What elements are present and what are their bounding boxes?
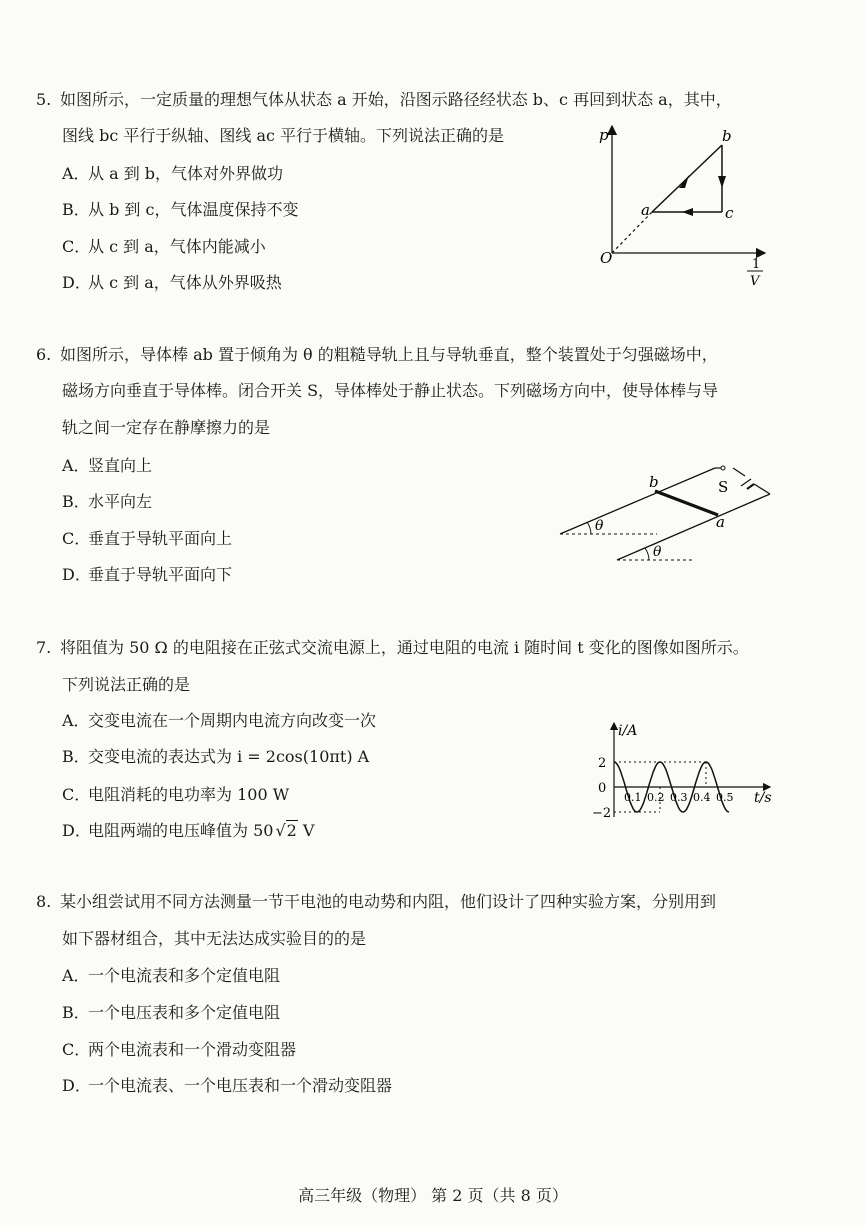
question-6-option-a: A．竖直向上 (62, 456, 153, 475)
question-text: 如图所示，一定质量的理想气体从状态 a 开始，沿图示路径经状态 b、c 再回到状态 a，其中， (60, 90, 732, 109)
question-5-line-1 (36, 90, 732, 110)
question-7-option-a: A．交变电流在一个周期内电流方向改变一次 (62, 711, 377, 730)
question-8-line-1 (36, 892, 716, 912)
y-tick-2: 2 (598, 756, 607, 771)
page-footer: 高三年级（物理） 第 2 页（共 8 页） (298, 1186, 568, 1205)
current-time-graph (588, 715, 788, 830)
question-5-option-c: C．从 c 到 a，气体内能减小 (62, 237, 266, 256)
angle-arc-1 (587, 522, 591, 534)
battery-plate-long (741, 479, 751, 486)
i-axis-label: i/A (618, 723, 638, 739)
question-6-option-d: D．垂直于导轨平面向下 (62, 565, 233, 584)
question-5-option-b: B．从 b 到 c，气体温度保持不变 (62, 200, 299, 219)
t-axis-label: t/s (754, 790, 772, 806)
question-number: 5. (36, 90, 52, 109)
x-tick-0.2: 0.2 (647, 791, 665, 804)
point-a-label: a (716, 513, 725, 531)
question-text: 某小组尝试用不同方法测量一节干电池的电动势和内阻，他们设计了四种实验方案，分别用到 (60, 892, 717, 911)
question-8-option-b: B．一个电压表和多个定值电阻 (62, 1003, 281, 1022)
point-b-label: b (722, 127, 732, 145)
battery-plate-short (747, 484, 754, 489)
arrow-ab (679, 175, 689, 188)
question-text: 如图所示，导体棒 ab 置于倾角为 θ 的粗糙导轨上且与导轨垂直，整个装置处于匀强磁场中， (60, 345, 718, 364)
sqrt-radicand: 2 (286, 821, 297, 840)
switch-lever (733, 468, 745, 476)
question-6-option-c: C．垂直于导轨平面向上 (62, 529, 233, 548)
arrow-ca (682, 208, 693, 216)
conductor-rod-ab (655, 491, 718, 515)
question-7-option-b: B．交变电流的表达式为 i = 2cos(10πt) A (62, 747, 370, 766)
question-5-line-2: 图线 bc 平行于纵轴、图线 ac 平行于横轴。下列说法正确的是 (62, 126, 505, 145)
question-8-line-2: 如下器材组合，其中无法达成实验目的的是 (62, 929, 367, 948)
y-tick-0: 0 (598, 781, 607, 796)
x-tick-0.3: 0.3 (670, 791, 688, 804)
origin-label: O (600, 249, 613, 267)
question-6-line-3: 轨之间一定存在静摩擦力的是 (62, 418, 271, 437)
question-number: 6. (36, 345, 52, 364)
switch-label: S (718, 478, 729, 496)
rail-lower (617, 494, 770, 560)
inv-v-denominator: V (750, 274, 760, 289)
question-text: 将阻值为 50 Ω 的电阻接在正弦式交流电源上，通过电阻的电流 i 随时间 t 变化的图像如图所示。 (60, 638, 749, 657)
rail-upper (560, 468, 715, 534)
point-c-label: c (725, 204, 734, 222)
incline-rail-diagram (555, 460, 780, 570)
x-tick-0.5: 0.5 (716, 791, 734, 804)
question-6-line-2: 磁场方向垂直于导体棒。闭合开关 S，导体棒处于静止状态。下列磁场方向中，使导体棒与导 (62, 381, 719, 400)
p-label: p (599, 126, 609, 144)
question-7-option-c: C．电阻消耗的电功率为 100 W (62, 785, 290, 804)
point-a-label: a (641, 201, 650, 219)
question-number: 8. (36, 892, 52, 911)
question-7-line-2: 下列说法正确的是 (62, 675, 191, 694)
angle-arc-2 (645, 548, 649, 560)
question-8-option-d: D．一个电流表、一个电压表和一个滑动变阻器 (62, 1076, 393, 1095)
question-7-option-d: D．电阻两端的电压峰值为 50 √2 V (62, 821, 315, 840)
question-5-option-d: D．从 c 到 a，气体从外界吸热 (62, 273, 282, 292)
y-tick-neg2: −2 (592, 806, 612, 821)
x-tick-0.4: 0.4 (693, 791, 711, 804)
x-tick-0.1: 0.1 (624, 791, 642, 804)
angle-label-1: θ (595, 518, 604, 534)
arrow-bc (718, 176, 726, 188)
angle-label-2: θ (653, 544, 662, 560)
pv-diagram (590, 118, 780, 293)
wire-bottom (754, 484, 770, 494)
question-number: 7. (36, 638, 52, 657)
question-6-option-b: B．水平向左 (62, 492, 153, 511)
question-8-option-c: C．两个电流表和一个滑动变阻器 (62, 1040, 297, 1059)
inv-v-numerator: 1 (752, 257, 761, 272)
question-5-option-a: A．从 a 到 b，气体对外界做功 (62, 164, 284, 183)
question-8-option-a: A．一个电流表和多个定值电阻 (62, 966, 281, 985)
question-7-line-1 (36, 638, 749, 658)
point-b-label: b (649, 473, 659, 491)
question-6-line-1 (36, 345, 718, 365)
switch-contact (721, 466, 725, 470)
